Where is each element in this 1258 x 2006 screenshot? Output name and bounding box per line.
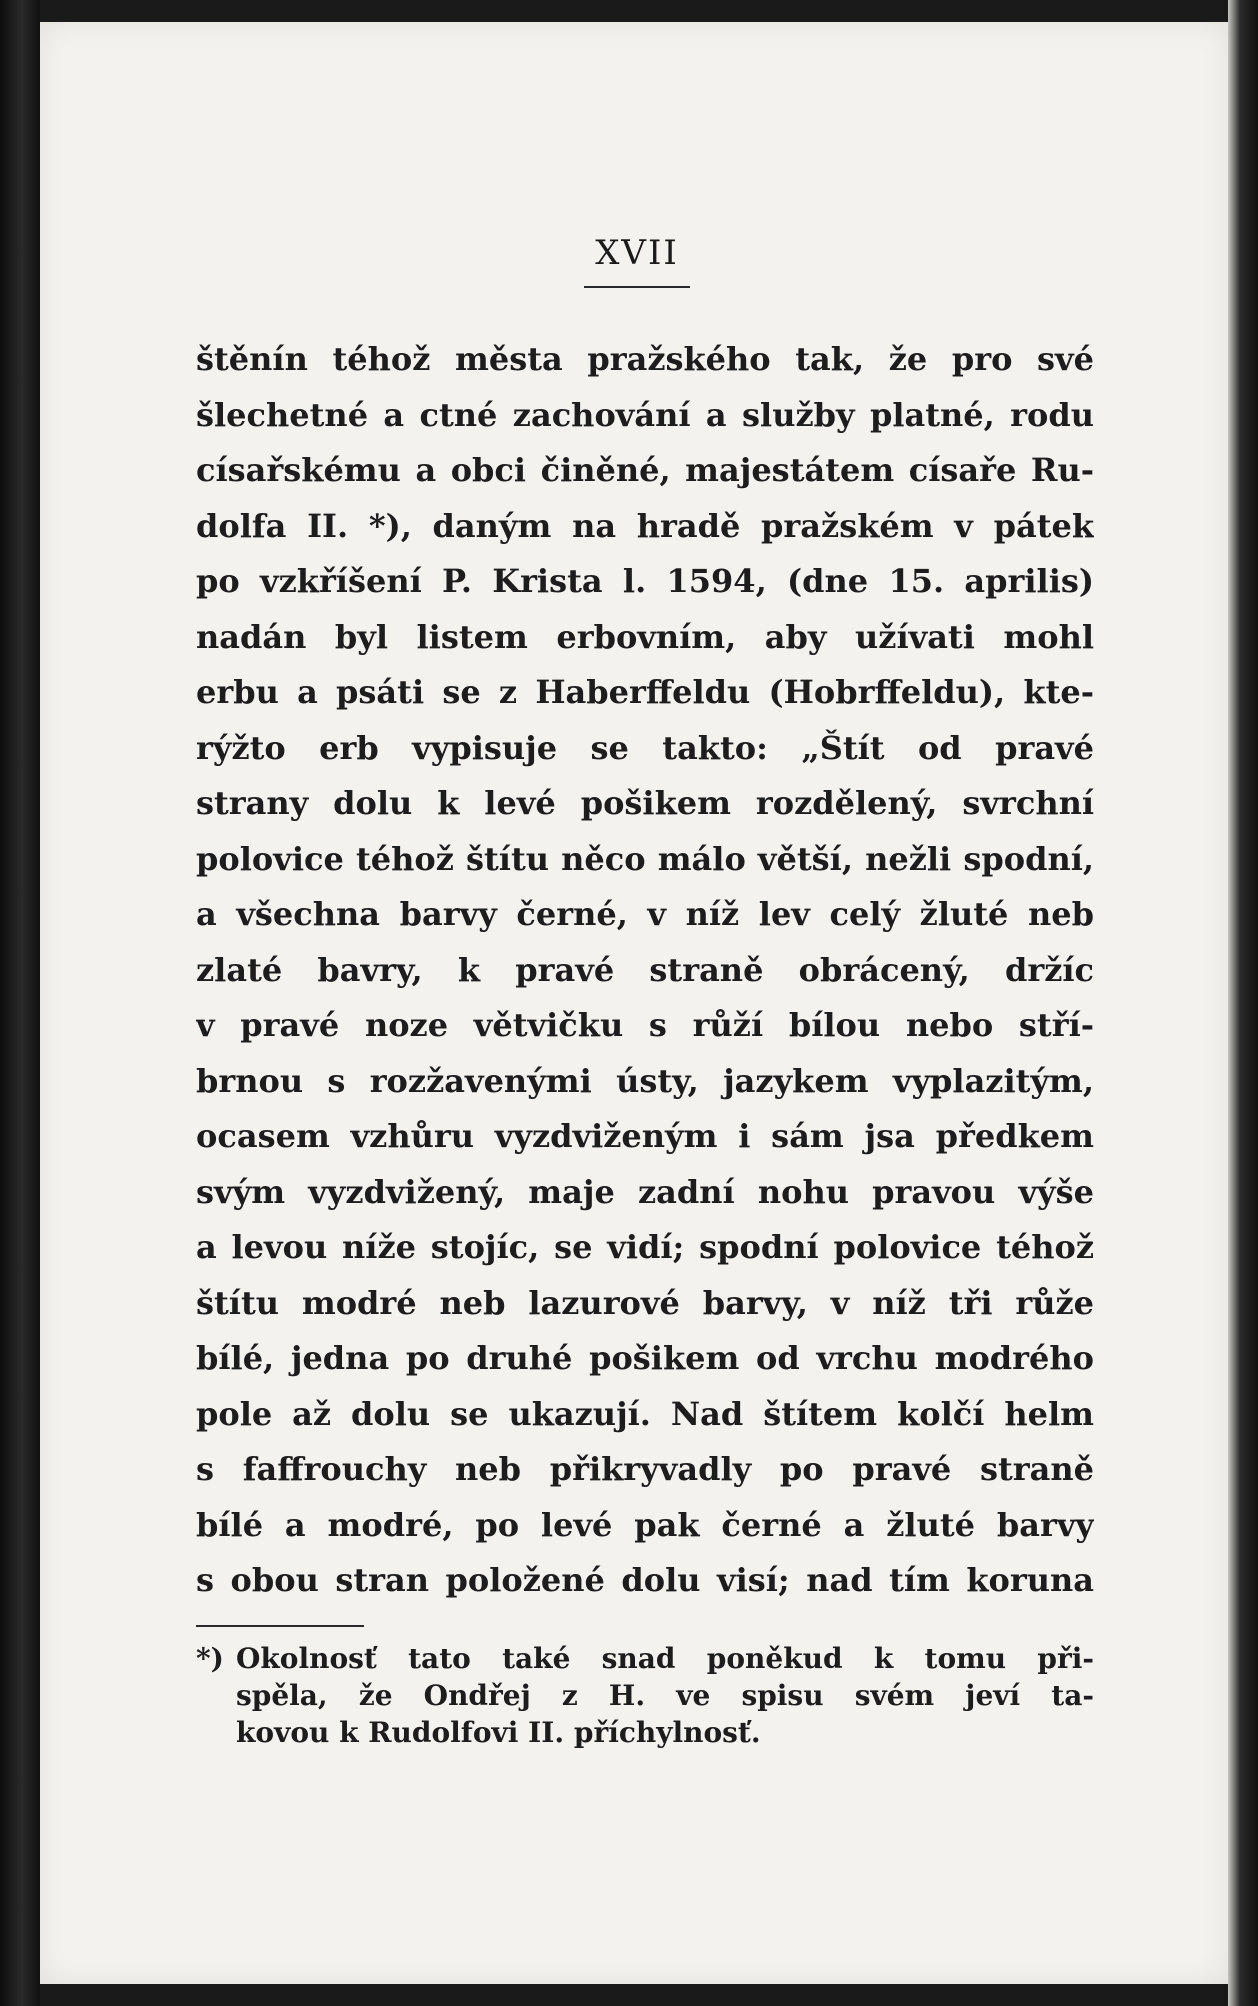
text-line-content: nadán byl listem erbovním, aby užívati mohl (196, 617, 1094, 656)
footnote-separator (196, 1625, 364, 1627)
text-line (196, 998, 1094, 1054)
page-number-underline (584, 286, 690, 288)
text-line-content: s obou stran položené dolu visí; nad tím koruna (196, 1561, 1094, 1599)
text-line-content: po vzkříšení P. Krista l. 1594, (dne 15. aprilis) (196, 562, 1094, 600)
footnote-line: spěla, že Ondřej z H. ve spisu svém jeví ta- (236, 1679, 1094, 1712)
text-line (196, 610, 1094, 666)
text-line-content: brnou s rozžavenými ústy, jazykem vyplazitým, (196, 1061, 1094, 1100)
text-line (196, 388, 1094, 444)
text-line-content: štítu modré neb lazurové barvy, v níž tři růže (196, 1283, 1094, 1322)
body-text (196, 332, 1094, 1609)
text-line-content: pole až dolu se ukazují. Nad štítem kolčí helm (196, 1394, 1094, 1433)
text-line-content: ocasem vzhůru vyzdviženým i sám jsa předkem (196, 1117, 1094, 1155)
text-line-content: a levou níže stojíc, se vidí; spodní polovice téhož (196, 1228, 1094, 1266)
text-line-content: rýžto erb vypisuje se takto: „Štít od pravé (196, 728, 1094, 767)
text-line-content: strany dolu k levé pošikem rozdělený, svrchní (196, 784, 1094, 822)
text-line-content: šlechetné a ctné zachování a služby platné, rodu (196, 395, 1094, 434)
text-line-content: císařskému a obci činěné, majestátem císaře Ru- (196, 451, 1094, 489)
page-right-edge (1228, 0, 1258, 2006)
book-spine-edge (0, 0, 40, 2006)
text-line-content: štěnín téhož města pražského tak, že pro své (196, 340, 1094, 378)
text-line (196, 832, 1094, 888)
text-line-content: s faffrouchy neb přikryvadly po pravé straně (196, 1450, 1094, 1488)
text-line (196, 1165, 1094, 1221)
text-line (196, 1109, 1094, 1165)
text-line (196, 443, 1094, 499)
text-line-content: bílé a modré, po levé pak černé a žluté barvy (196, 1505, 1094, 1544)
text-line (196, 1276, 1094, 1332)
text-line (196, 499, 1094, 555)
footnote (196, 1640, 1094, 1751)
text-line-content: polovice téhož štítu něco málo větší, nežli spodní, (196, 839, 1094, 878)
text-line (196, 332, 1094, 388)
text-line-content: v pravé noze větvičku s růží bílou nebo stří- (196, 1006, 1094, 1044)
text-line (196, 1553, 1094, 1609)
text-line (196, 1054, 1094, 1110)
text-line (196, 887, 1094, 943)
text-line-content: erbu a psáti se z Haberffeldu (Hobrffeldu), kte- (196, 673, 1094, 711)
text-line (196, 1498, 1094, 1554)
text-line (196, 721, 1094, 777)
footnote-line: Okolnosť tato také snad poněkud k tomu při- (236, 1642, 1094, 1675)
text-line (196, 943, 1094, 999)
text-line (196, 1220, 1094, 1276)
page-number: XVII (595, 233, 679, 273)
footnote-marker: *) (196, 1642, 224, 1675)
text-line (196, 1331, 1094, 1387)
text-line-content: svým vyzdvižený, maje zadní nohu pravou výše (196, 1172, 1094, 1211)
text-line (196, 776, 1094, 832)
text-line-content: bílé, jedna po druhé pošikem od vrchu modrého (196, 1339, 1094, 1377)
text-line-content: dolfa II. *), daným na hradě pražském v pátek (196, 506, 1094, 545)
text-line (196, 1442, 1094, 1498)
text-line (196, 554, 1094, 610)
text-line (196, 665, 1094, 721)
footnote-line: kovou k Rudolfovi II. příchylnosť. (236, 1716, 761, 1749)
text-line (196, 1387, 1094, 1443)
text-line-content: a všechna barvy černé, v níž lev celý žluté neb (196, 895, 1094, 933)
text-line-content: zlaté bavry, k pravé straně obrácený, držíc (196, 950, 1094, 989)
